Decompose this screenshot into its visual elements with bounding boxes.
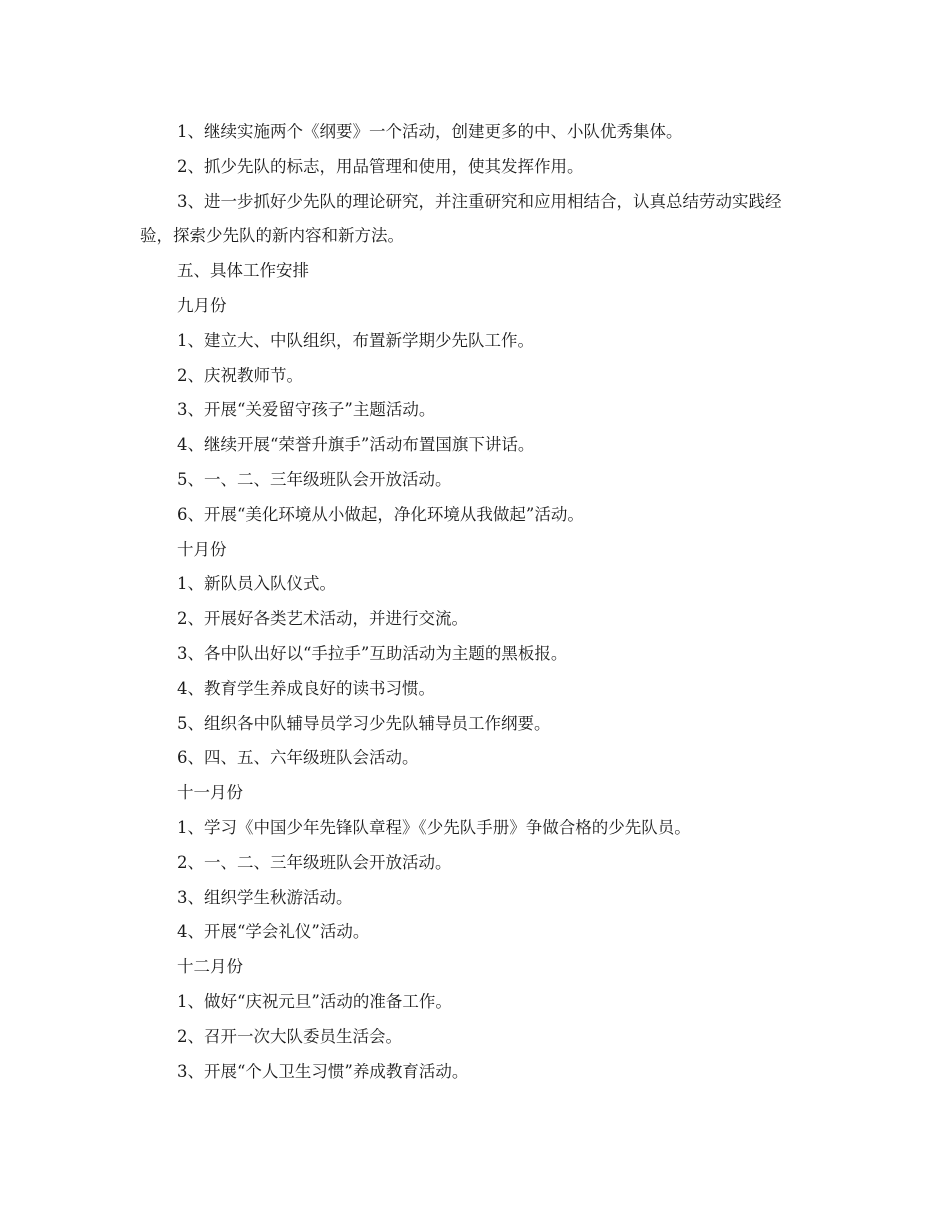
paragraph: 5、组织各中队辅导员学习少先队辅导员工作纲要。 [177,713,551,733]
paragraph: 1、学习《中国少年先锋队章程》《少先队手册》争做合格的少先队员。 [177,817,691,837]
paragraph: 2、召开一次大队委员生活会。 [177,1026,402,1046]
month-heading: 十二月份 [177,957,243,977]
paragraph: 1、做好“庆祝元旦”活动的准备工作。 [177,991,452,1011]
paragraph: 1、继续实施两个《纲要》一个活动，创建更多的中、小队优秀集体。 [177,122,683,141]
paragraph: 2、庆祝教师节。 [177,365,303,385]
paragraph: 2、一、二、三年级班队会开放活动。 [177,852,452,872]
paragraph: 3、开展“个人卫生习惯”养成教育活动。 [177,1061,469,1081]
paragraph: 3、组织学生秋游活动。 [177,887,353,907]
paragraph: 6、四、五、六年级班队会活动。 [177,748,419,768]
paragraph: 5、一、二、三年级班队会开放活动。 [177,469,452,489]
paragraph: 4、教育学生养成良好的读书习惯。 [177,678,435,698]
paragraph: 2、开展好各类艺术活动，并进行交流。 [177,609,468,629]
paragraph: 1、新队员入队仪式。 [177,574,336,594]
month-heading: 十一月份 [177,783,243,803]
section-heading: 五、具体工作安排 [177,261,309,281]
document-body [140,115,810,1089]
paragraph: 4、继续开展“荣誉升旗手”活动布置国旗下讲话。 [177,435,535,455]
paragraph: 6、开展“美化环境从小做起，净化环境从我做起”活动。 [177,504,584,524]
paragraph: 2、抓少先队的标志，用品管理和使用，使其发挥作用。 [177,156,584,176]
paragraph: 3、各中队出好以“手拉手”互助活动为主题的黑板报。 [177,643,568,663]
month-heading: 九月份 [177,295,227,315]
month-heading: 十月份 [177,539,227,559]
paragraph: 3、开展“关爱留守孩子”主题活动。 [177,400,436,420]
paragraph: 3、进一步抓好少先队的理论研究，并注重研究和应用相结合，认真总结劳动实践经验，探索少先队的新内容和新方法。 [140,191,782,246]
paragraph: 1、建立大、中队组织，布置新学期少先队工作。 [177,330,534,350]
paragraph: 4、开展“学会礼仪”活动。 [177,922,370,942]
